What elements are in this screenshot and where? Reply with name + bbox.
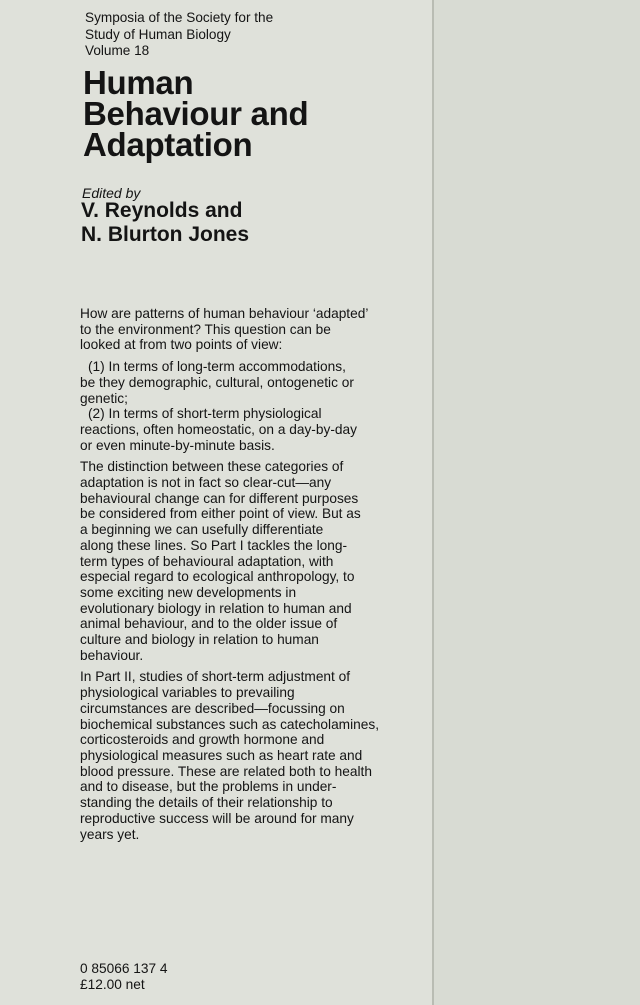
text-line: How are patterns of human behaviour ‘adapted’ [80,306,369,321]
editors [81,199,249,247]
text-line: looked at from two points of view: [80,337,283,353]
text-line: reactions, often homeostatic, on a day-by-day [80,421,357,437]
edited-by-label: Edited by [82,185,141,201]
text-line: along these lines. So Part I tackles the long- [80,537,348,553]
text-line: (1) In terms of long-term accommodations, [88,359,346,375]
blurb-point-2 [80,406,425,453]
blurb-paragraph-3 [80,669,425,842]
text-line: corticosteroids and growth hormone and [80,732,325,748]
text-line: biochemical substances such as catecholamines, [80,716,379,732]
editor-1: V. Reynolds and [81,199,243,222]
series-line-2: Study of Human Biology [85,26,231,42]
book-title [83,64,309,163]
text-line: a beginning we can usefully differentiate [80,522,324,538]
text-line: blood pressure. These are related both to health [80,763,372,779]
price: £12.00 net [80,977,145,992]
text-line: genetic; [80,390,128,406]
text-line: or even minute-by-minute basis. [80,437,275,453]
editor-2: N. Blurton Jones [81,223,250,246]
isbn-price-block [80,961,168,993]
text-line: In Part II, studies of short-term adjustment of [80,669,351,685]
title-line-2: Behaviour and [83,95,309,132]
text-line: term types of behavioural adaptation, with [80,553,334,569]
isbn: 0 85066 137 4 [80,961,168,976]
series-info [85,10,273,60]
text-line: standing the details of their relationship to [80,795,333,811]
series-line-1: Symposia of the Society for the [85,10,274,25]
text-line: be considered from either point of view. But as [80,506,361,522]
text-line: to the environment? This question can be [80,321,331,337]
text-line: some exciting new developments in [80,584,297,600]
title-line-3: Adaptation [83,126,253,163]
text-line: behavioural change can for different purposes [80,490,359,506]
text-line: (2) In terms of short-term physiological [88,406,322,422]
blurb-paragraph-2 [80,459,425,663]
text-line: The distinction between these categories of [80,459,344,475]
text-line: culture and biology in relation to human [80,632,319,648]
text-line: animal behaviour, and to the older issue of [80,616,338,632]
title-line-1: Human [83,64,194,101]
text-line: evolutionary biology in relation to human and [80,600,352,616]
blurb-point-1 [80,359,425,406]
facing-page [434,0,640,1005]
text-line: circumstances are described—focussing on [80,700,345,716]
blurb-text [80,306,425,842]
text-line: adaptation is not in fact so clear-cut—any [80,475,332,491]
text-line: and to disease, but the problems in under- [80,779,337,795]
text-line: be they demographic, cultural, ontogenetic or [80,374,354,390]
blurb-intro [80,306,425,353]
text-line: behaviour. [80,647,144,663]
series-volume: Volume 18 [85,43,150,58]
text-line: especial regard to ecological anthropology, to [80,569,355,585]
text-line: years yet. [80,826,140,842]
text-line: physiological measures such as heart rate and [80,747,363,763]
text-line: reproductive success will be around for many [80,810,354,826]
text-line: physiological variables to prevailing [80,685,295,701]
